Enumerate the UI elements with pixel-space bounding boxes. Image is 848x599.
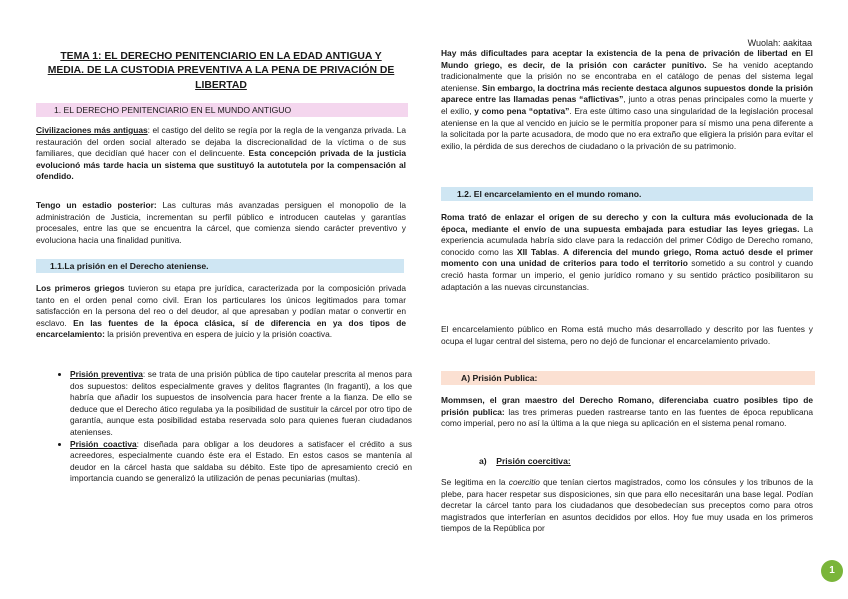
section-heading-1: 1. EL DERECHO PENITENCIARIO EN EL MUNDO ANTIGUO: [36, 103, 408, 117]
paragraph-estadio-posterior: Tengo un estadio posterior: Las culturas más avanzadas persiguen el monopolio de la administración de Justicia, incrementan su perfil público e introducen cautelas y garantías procesales, entre las que se encuentra la cárcel, que comienza siendo carácter preventivo y evoluciona hacia una finalidad punitiva.: [36, 200, 406, 245]
paragraph-civilizaciones: Civilizaciones más antiguas: el castigo del delito se regía por la regla de la venganza privada. La restauración del orden social alterado se dejaba la discrecionalidad de la víctima o de sus familiares, que decidían qué hacer con el delincuente. Esta concepción privada de la justicia evolucionó más tarde hacia un sistema que sustituyó la autotutela por la compensación al ofendido.: [36, 125, 406, 182]
subheading-prision-coercitiva: a) Prisión coercitiva:: [479, 456, 571, 466]
document-title: [36, 50, 406, 93]
list-item-prision-preventiva: • Prisión preventiva: se trata de una prisión pública de tipo cautelar prescrita al menos para dos supuestos: delitos especialmente graves y delitos flagrantes (In fraganti), a los que habría que añadir los supuestos de insolvencia para hacer frente a la fianza. De ello se deduce que el Derecho ático regulaba ya la posibilidad de sustituir la cárcel por otro tipo de garantía, aunque esta posibilidad estaba reservada solo para quienes fueran ciudadanos atenienses.: [70, 369, 412, 439]
paragraph-primeros-griegos: Los primeros griegos tuvieron su etapa pre jurídica, caracterizada por la composición privada tanto en el orden penal como civil. Eran los particulares los únicos legitimados para tomar satisfacción en la persona del reo o del deudor, al que apresaban y podían matar o convertir en esclavo. En las fuentes de la época clásica, sí de diferencia en ya dos tipos de encarcelamiento: la prisión preventiva en espera de juicio y la prisión coactiva.: [36, 283, 407, 340]
page-number-badge: 1: [821, 560, 843, 582]
title-line-1: TEMA 1: EL DERECHO PENITENCIARIO EN LA EDAD ANTIGUA Y: [60, 51, 382, 62]
section-heading-1-1: 1.1.La prisión en el Derecho ateniense.: [36, 259, 404, 273]
paragraph-coercitio: Se legitima en la coercitio que tenían ciertos magistrados, como los cónsules y los tribunos de la plebe, para hacer respetar sus disposiciones, sin que para ello necesitarán una base legal. Podían decretar la cárcel tanto para los ciudadanos que desobedecían sus preceptos como para otros magistrados que interferían en asuntos decididos por ellos. Hoy fue muy usada en los primeros tiempos de la República por: [441, 477, 813, 534]
section-heading-1-2: 1.2. El encarcelamiento en el mundo romano.: [441, 187, 813, 201]
title-line-3: LIBERTAD: [195, 79, 247, 91]
paragraph-dificultades: Hay más dificultades para aceptar la existencia de la pena de privación de libertad en El Mundo griego, es decir, de la prisión con carácter punitivo. Se ha venido aceptando tradicionalmente que la prisión no se encontraba en el catálogo de penas del sistema legal ateniense. Sin embargo, la doctrina más reciente destaca algunos supuestos donde la prisión aparece entre las llamadas penas “aflictivas”, junto a otras penas principales como la muerte y el exilio, y como pena “optativa”. Era este último caso una singularidad de la legislación procesal ateniense en la que al vencido en juicio se le permitía proponer para sí mismo una pena diferente a la solicitada por la parte acusadora, de modo que no era extraño que eligiera la prisión para evitar el exilio, la pérdida de sus derechos de ciudadano o la privación de su patrimonio.: [441, 48, 813, 151]
paragraph-encarcelamiento-publico: El encarcelamiento público en Roma está mucho más desarrollado y descrito por las fuentes y ocupa el lugar central del sistema, pero no dejó de funcionar el encarcelamiento privado.: [441, 324, 813, 346]
title-line-2: MEDIA. DE LA CUSTODIA PREVENTIVA A LA PENA DE PRIVACIÓN DE: [47, 65, 395, 77]
section-heading-a: A) Prisión Publica:: [441, 371, 815, 385]
list-item-prision-coactiva: • Prisión coactiva: diseñada para obligar a los deudores a satisfacer el crédito a sus acreedores, especialmente cuando éste era el Estado. En estos casos se mantenía al deudor en la cárcel hasta que saldaba su débito. Este tipo de apresamiento creció en importancia cuando se generalizó la utilización de penas pecuniarias (multas).: [70, 439, 412, 485]
paragraph-mommsen: Mommsen, el gran maestro del Derecho Romano, diferenciaba cuatro posibles tipo de prisión publica: las tres primeras pueden rastrearse tanto en las fuentes de época republicana como imperial, pero no así la última a la que niega su aplicación en el sistema penal romano.: [441, 395, 813, 429]
paragraph-roma: Roma trató de enlazar el origen de su derecho y con la cultura más evolucionada de la época, mediante el envío de una supuesta embajada para estudiar las leyes griegas. La experiencia acumulada habría sido clave para la redacción del primer Código de Derecho romano, conocido como las XII Tablas. A diferencia del mundo griego, Roma actuó desde el primer momento con una unidad de criterios para todo el territorio sometido a su control y cuando creció hasta formar un imperio, el genio jurídico romano y su sentido práctico posibilitaron su adaptación a las nuevas circunstancias.: [441, 212, 814, 292]
watermark-label: Wuolah: aakitaa: [747, 38, 812, 48]
prison-types-list: [36, 369, 412, 485]
